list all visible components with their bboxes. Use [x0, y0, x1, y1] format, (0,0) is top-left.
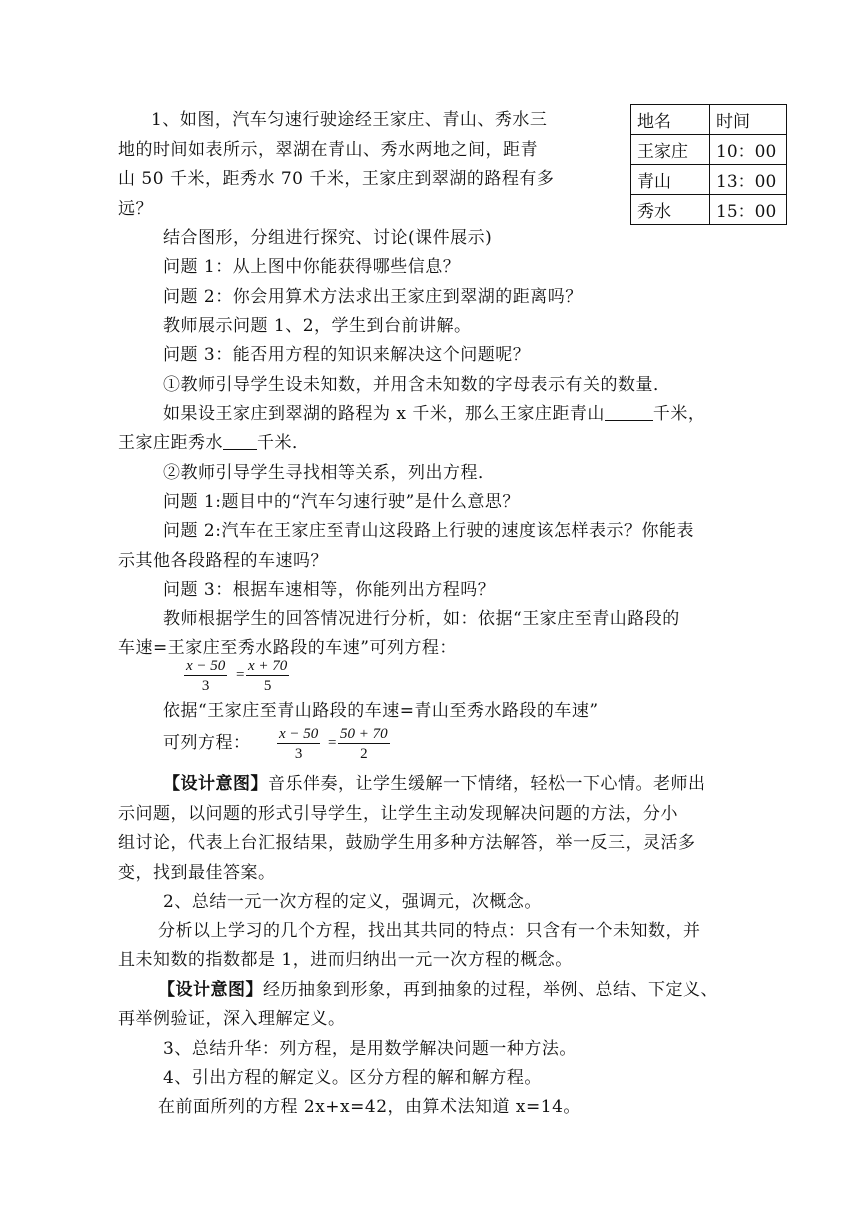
- text-line: 远？: [118, 199, 153, 219]
- equation-1-left-fraction: [184, 657, 227, 694]
- design-intent-paragraph: [163, 770, 706, 798]
- table-cell: 10：00: [710, 135, 787, 165]
- text-line: 问题 1:题目中的“汽车匀速行驶”是什么意思？: [163, 492, 520, 512]
- text-line: 车速=王家庄至秀水路段的车速”可列方程：: [118, 638, 457, 658]
- place-time-table: [630, 104, 787, 225]
- equation-1-right-fraction: [246, 657, 289, 694]
- design-intent-heading: 【设计意图】: [163, 774, 268, 794]
- text-line: 依据“王家庄至青山路段的车速=青山至秀水路段的车速”: [163, 701, 599, 721]
- text-line: 可列方程：: [163, 733, 251, 753]
- text-segment: 如果设王家庄到翠湖的路程为 x 千米，那么王家庄距青山: [163, 404, 605, 424]
- answer-blank: [223, 431, 257, 450]
- text-line: 问题 3：能否用方程的知识来解决这个问题呢？: [163, 345, 531, 365]
- text-line: 问题 2:汽车在王家庄至青山这段路上行驶的速度该怎样表示？你能表: [163, 521, 694, 541]
- text-segment: 王家庄距秀水: [118, 433, 223, 453]
- table-cell: 王家庄: [631, 135, 710, 165]
- text-line: 1、如图，汽车匀速行驶途经王家庄、青山、秀水三: [151, 110, 548, 130]
- text-line: 教师展示问题 1、2，学生到台前讲解。: [163, 316, 472, 336]
- text-line: 4、引出方程的解定义。区分方程的解和解方程。: [163, 1068, 542, 1088]
- table-cell: 15：00: [710, 195, 787, 225]
- text-line: 3、总结升华：列方程，是用数学解决问题一种方法。: [163, 1039, 577, 1059]
- equals-sign: =: [328, 735, 337, 751]
- fraction-numerator: x + 70: [248, 658, 288, 674]
- text-line: ②教师引导学生寻找相等关系，列出方程．: [163, 463, 496, 483]
- text-line: 2、总结一元一次方程的定义，强调元，次概念。: [163, 892, 542, 912]
- text-line: 在前面所列的方程 2x+x=42，由算术法知道 x=14。: [158, 1097, 581, 1117]
- equation-2-left-fraction: [277, 725, 320, 762]
- fraction-denominator: 2: [360, 746, 368, 762]
- text-line: 组讨论，代表上台汇报结果，鼓励学生用多种方法解答，举一反三，灵活多: [118, 833, 696, 853]
- text-line: 问题 1：从上图中你能获得哪些信息？: [163, 257, 461, 277]
- text-line: 问题 3：根据车速相等，你能列出方程吗？: [163, 580, 496, 600]
- design-intent-heading: 【设计意图】: [158, 980, 263, 1000]
- text-line: 分析以上学习的几个方程，找出其共同的特点：只含有一个未知数，并: [158, 921, 701, 941]
- table-cell: 13：00: [710, 165, 787, 195]
- answer-blank: [605, 402, 653, 421]
- table-cell: 青山: [631, 165, 710, 195]
- design-intent-paragraph: [158, 976, 718, 1004]
- text-line: 变，找到最佳答案。: [118, 863, 276, 883]
- equation-2-right-fraction: [338, 725, 390, 762]
- text-segment: 千米．: [257, 433, 310, 453]
- text-segment: 经历抽象到形象，再到抽象的过程，举例、总结、下定义、: [263, 980, 718, 1000]
- table-header-row: [631, 105, 787, 135]
- text-line: 教师根据学生的回答情况进行分析，如：依据“王家庄至青山路段的: [163, 609, 680, 629]
- text-line: 地的时间如表所示，翠湖在青山、秀水两地之间，距青: [118, 140, 538, 160]
- fraction-denominator: 5: [263, 678, 272, 694]
- equals-sign: =: [236, 667, 245, 683]
- text-segment: 千米，: [652, 404, 706, 424]
- fraction-numerator: x − 50: [279, 726, 319, 742]
- text-line: 山 50 千米，距秀水 70 千米，王家庄到翠湖的路程有多: [118, 169, 555, 189]
- table-header-cell: 时间: [710, 105, 787, 135]
- text-line: 再举例验证，深入理解定义。: [118, 1009, 346, 1029]
- text-line: 示问题，以问题的形式引导学生，让学生主动发现解决问题的方法，分小: [118, 804, 678, 824]
- text-line: 问题 2：你会用算术方法求出王家庄到翠湖的距离吗？: [163, 287, 583, 307]
- table-row: [631, 165, 787, 195]
- fraction-numerator: 50 + 70: [340, 726, 388, 742]
- table-cell: 秀水: [631, 195, 710, 225]
- text-segment: 音乐伴奏，让学生缓解一下情绪，轻松一下心情。老师出: [268, 774, 706, 794]
- table-header-cell: 地名: [631, 105, 710, 135]
- fraction-denominator: 3: [201, 678, 210, 694]
- text-line: 且未知数的指数都是 1，进而归纳出一元一次方程的概念。: [118, 950, 573, 970]
- text-line: 示其他各段路程的车速吗？: [118, 551, 328, 571]
- text-line: [163, 400, 705, 428]
- text-line: ①教师引导学生设未知数，并用含未知数的字母表示有关的数量．: [163, 375, 671, 395]
- text-line: [118, 429, 310, 457]
- table-row: [631, 135, 787, 165]
- table-row: [631, 195, 787, 225]
- fraction-numerator: x − 50: [186, 658, 226, 674]
- fraction-denominator: 3: [294, 746, 303, 762]
- text-line: 结合图形，分组进行探究、讨论(课件展示): [163, 228, 493, 248]
